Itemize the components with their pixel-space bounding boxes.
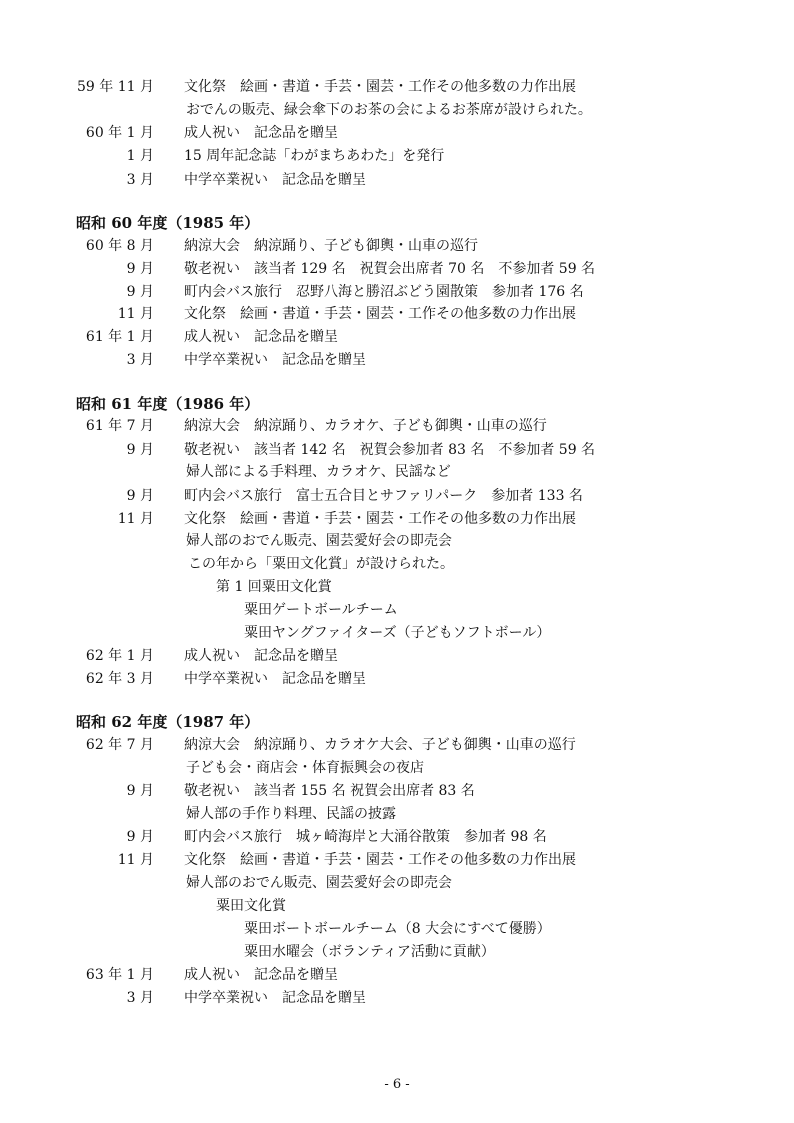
entry-text: 成人祝い 記念品を贈呈 xyxy=(184,967,338,983)
entry-text: 成人祝い 記念品を贈呈 xyxy=(184,648,338,664)
entry-text: 敬老祝い 該当者 155 名 祝賀会出席者 83 名 xyxy=(184,783,475,799)
entry-text: 敬老祝い 該当者 142 名 祝賀会参加者 83 名 不参加者 59 名 xyxy=(184,442,596,458)
award-recipient: 粟田水曜会（ボランティア活動に貢献） xyxy=(244,944,495,960)
entry-date: 61 年 1 月 xyxy=(85,329,154,345)
entry-text: 文化祭 絵画・書道・手芸・園芸・工作その他多数の力作出展 xyxy=(184,79,576,95)
entry-text: 婦人部による手料理、カラオケ、民謡など xyxy=(186,464,451,480)
entry-date: 63 年 1 月 xyxy=(85,967,154,983)
entry-text: 町内会バス旅行 忍野八海と勝沼ぶどう園散策 参加者 176 名 xyxy=(184,284,584,300)
entry-text: 15 周年記念誌「わがまちあわた」を発行 xyxy=(184,148,445,164)
entry-date: 60 年 8 月 xyxy=(85,238,154,254)
entry-text: 中学卒業祝い 記念品を贈呈 xyxy=(184,352,366,368)
entry-text: 文化祭 絵画・書道・手芸・園芸・工作その他多数の力作出展 xyxy=(184,852,576,868)
section-heading: 昭和 62 年度（1987 年） xyxy=(76,713,260,731)
entry-text: 成人祝い 記念品を贈呈 xyxy=(184,329,338,345)
entry-date: 62 年 7 月 xyxy=(85,737,154,753)
entry-date: 9 月 xyxy=(126,783,154,799)
entry-text: 中学卒業祝い 記念品を贈呈 xyxy=(184,671,366,687)
entry-text: この年から「粟田文化賞」が設けられた。 xyxy=(188,556,454,572)
entry-date: 9 月 xyxy=(126,442,154,458)
entry-text: 納涼大会 納涼踊り、カラオケ、子ども御輿・山車の巡行 xyxy=(184,418,547,434)
entry-date: 3 月 xyxy=(126,352,154,368)
entry-text: 中学卒業祝い 記念品を贈呈 xyxy=(184,990,366,1006)
entry-text: 成人祝い 記念品を贈呈 xyxy=(184,125,338,141)
award-title: 第 1 回粟田文化賞 xyxy=(216,579,332,595)
entry-date: 9 月 xyxy=(126,829,154,845)
entry-date: 62 年 3 月 xyxy=(85,671,154,687)
entry-date: 11 月 xyxy=(117,306,154,322)
award-title: 粟田文化賞 xyxy=(216,898,286,914)
entry-text: 文化祭 絵画・書道・手芸・園芸・工作その他多数の力作出展 xyxy=(184,306,576,322)
entry-date: 9 月 xyxy=(126,488,154,504)
entry-text: 婦人部のおでん販売、園芸愛好会の即売会 xyxy=(186,875,452,891)
award-recipient: 粟田ゲートボールチーム xyxy=(244,602,398,618)
entry-text: 敬老祝い 該当者 129 名 祝賀会出席者 70 名 不参加者 59 名 xyxy=(184,261,596,277)
section-heading: 昭和 61 年度（1986 年） xyxy=(76,395,260,413)
entry-text: 納涼大会 納涼踊り、子ども御輿・山車の巡行 xyxy=(184,238,478,254)
entry-text: おでんの販売、緑会傘下のお茶の会によるお茶席が設けられた。 xyxy=(186,102,592,118)
entry-date: 59 年 11 月 xyxy=(77,79,154,95)
entry-text: 中学卒業祝い 記念品を贈呈 xyxy=(184,172,366,188)
entry-text: 町内会バス旅行 城ヶ崎海岸と大涌谷散策 参加者 98 名 xyxy=(184,829,547,845)
entry-date: 60 年 1 月 xyxy=(85,125,154,141)
entry-date: 3 月 xyxy=(126,990,154,1006)
section-heading: 昭和 60 年度（1985 年） xyxy=(76,214,260,232)
entry-text: 婦人部のおでん販売、園芸愛好会の即売会 xyxy=(186,533,452,549)
entry-date: 3 月 xyxy=(126,172,154,188)
entry-text: 子ども会・商店会・体育振興会の夜店 xyxy=(186,760,424,776)
entry-date: 62 年 1 月 xyxy=(85,648,154,664)
entry-text: 文化祭 絵画・書道・手芸・園芸・工作その他多数の力作出展 xyxy=(184,511,576,527)
entry-date: 9 月 xyxy=(126,261,154,277)
page-number: - 6 - xyxy=(384,1077,410,1092)
entry-date: 9 月 xyxy=(126,284,154,300)
entry-date: 11 月 xyxy=(117,852,154,868)
award-recipient: 粟田ボートボールチーム（8 大会にすべて優勝） xyxy=(244,921,551,937)
entry-text: 納涼大会 納涼踊り、カラオケ大会、子ども御輿・山車の巡行 xyxy=(184,737,576,753)
award-recipient: 粟田ヤングファイターズ（子どもソフトボール） xyxy=(244,625,551,641)
entry-text: 町内会バス旅行 富士五合目とサファリパーク 参加者 133 名 xyxy=(184,488,583,504)
entry-text: 婦人部の手作り料理、民謡の披露 xyxy=(186,806,396,822)
entry-date: 61 年 7 月 xyxy=(85,418,154,434)
entry-date: 1 月 xyxy=(126,148,154,164)
entry-date: 11 月 xyxy=(117,511,154,527)
